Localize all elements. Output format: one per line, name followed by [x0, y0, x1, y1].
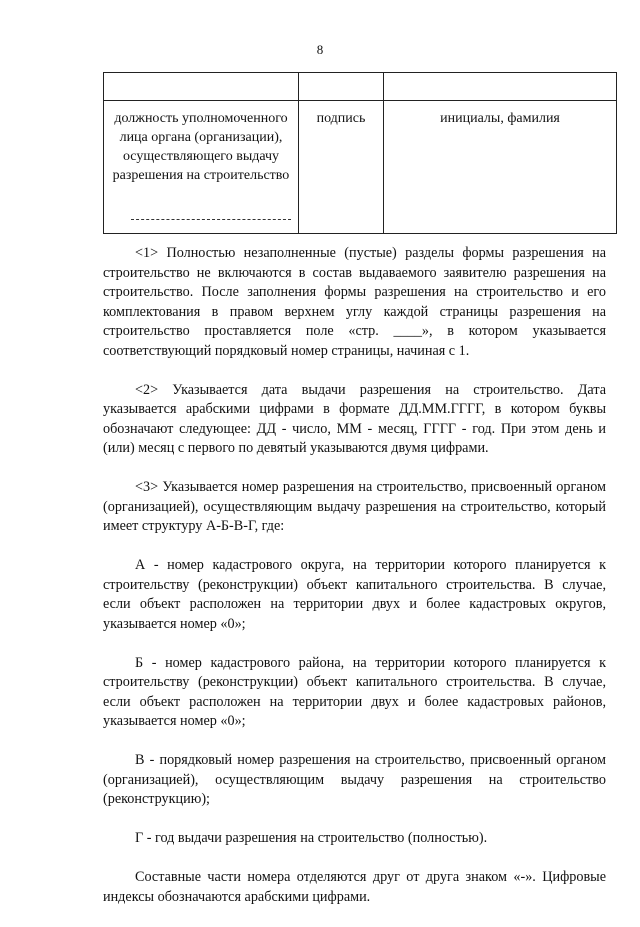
name-label: инициалы, фамилия	[384, 101, 617, 234]
number-part-g: Г - год выдачи разрешения на строительство (полностью).	[135, 830, 488, 846]
number-separator-note: Составные части номера отделяются друг от друга знаком «-». Цифровые индексы обозначаются арабскими цифрами.	[103, 869, 606, 905]
number-part-a: А - номер кадастрового округа, на территории которого планируется к строительству (реконструкции) объект капитального строительства. В случае, если объект расположен на территории двух и более кадастровых округов, указывается номер «0»;	[103, 557, 606, 632]
footnote-1: <1> Полностью незаполненные (пустые) разделы формы разрешения на строительство не включаются в состав выдаваемого заявителю разрешения на строительство. После заполнения формы разрешения на строительство и его комплектования в правом верхнем углу каждой страницы разрешения на строительство проставляется поле «стр. ____», в котором указывается соответствующий порядковый номер страницы, начиная с 1.	[103, 245, 606, 359]
signature-table	[103, 72, 617, 234]
position-label: должность уполномоченного лица органа (организации), осуществляющего выдачу разрешения на строительство	[104, 101, 299, 234]
number-part-b: Б - номер кадастрового района, на территории которого планируется к строительству (реконструкции) объект капитального строительства. В случае, если объект расположен на территории двух и более кадастровых районов, указывается номер «0»;	[103, 654, 606, 729]
footnote-3: <3> Указывается номер разрешения на строительство, присвоенный органом (организацией), осуществляющим выдачу разрешения на строительство, который имеет структуру А-Б-В-Г, где:	[103, 479, 606, 534]
signature-table-label-row	[104, 101, 617, 234]
page-number: 8	[316, 42, 324, 57]
footnotes-section	[103, 244, 606, 927]
signature-cell-blank	[299, 73, 384, 101]
number-part-v: В - порядковый номер разрешения на строительство, присвоенный органом (организацией), осуществляющим выдачу разрешения на строительство (реконструкцию);	[103, 752, 606, 807]
footnote-2: <2> Указывается дата выдачи разрешения на строительство. Дата указывается арабскими цифрами в формате ДД.ММ.ГГГГ, в котором буквы обозначают следующее: ДД - число, ММ - месяц, ГГГГ - год. При этом день и (или) месяц с первого по девятый указываются двумя цифрами.	[103, 381, 606, 456]
signature-table-blank-row	[104, 73, 617, 101]
position-cell-blank	[104, 73, 299, 101]
signature-label: подпись	[299, 101, 384, 234]
name-cell-blank	[384, 73, 617, 101]
footnote-separator	[131, 219, 291, 220]
